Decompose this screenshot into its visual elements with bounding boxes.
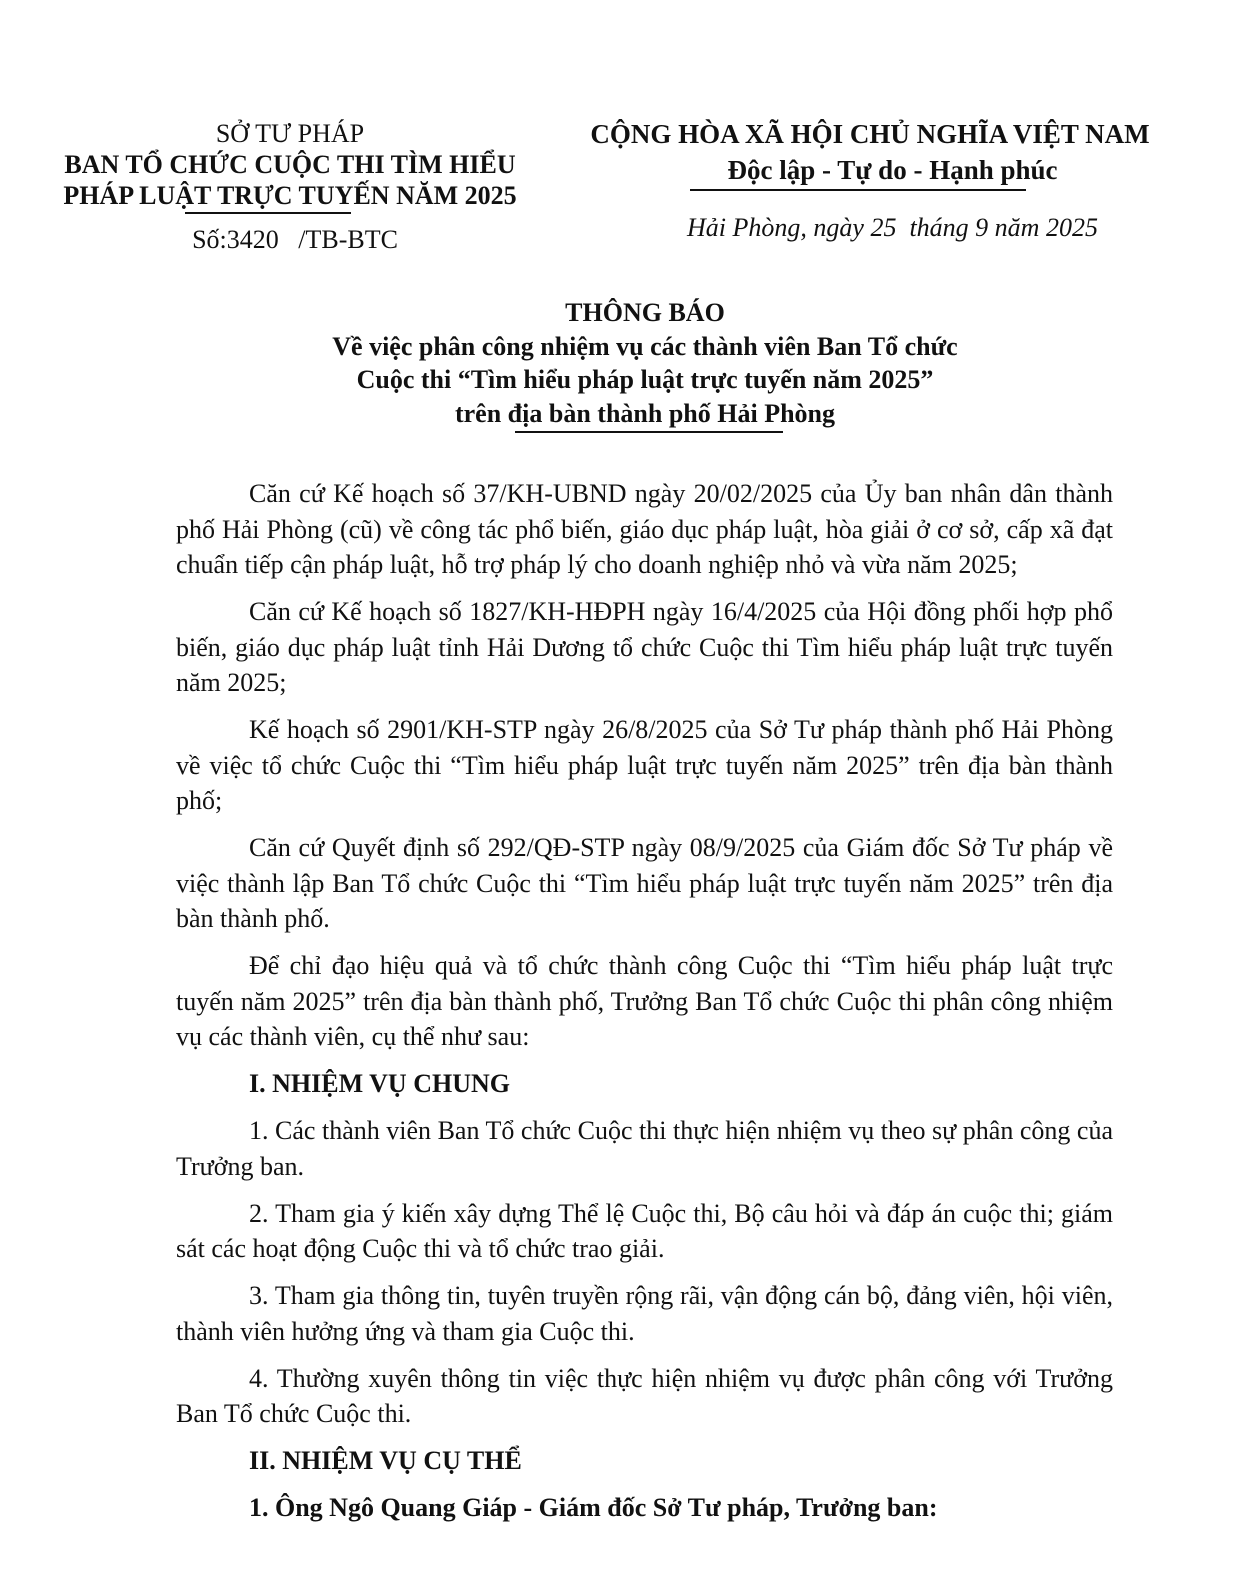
document-title [0,296,1241,430]
paragraph: Căn cứ Kế hoạch số 1827/KH-HĐPH ngày 16/4/2025 của Hội đồng phối hợp phổ biến, giáo dục pháp luật tỉnh Hải Dương tổ chức Cuộc thi Tìm hiểu pháp luật trực tuyến năm 2025; [176,597,1113,697]
organizer-line-2: PHÁP LUẬT TRỰC TUYẾN NĂM 2025 [63,181,517,210]
subsection-heading: 1. Ông Ngô Quang Giáp - Giám đốc Sở Tư pháp, Trưởng ban: [249,1493,938,1522]
divider [690,189,1026,191]
paragraph: Để chỉ đạo hiệu quả và tổ chức thành công Cuộc thi “Tìm hiểu pháp luật trực tuyến năm 2025” trên địa bàn thành phố, Trưởng Ban Tổ chức Cuộc thi phân công nhiệm vụ các thành viên, cụ thể như sau: [176,951,1113,1051]
list-item: 1. Các thành viên Ban Tổ chức Cuộc thi thực hiện nhiệm vụ theo sự phân công của Trưởng ban. [176,1116,1113,1181]
place-date: Hải Phòng, ngày 25 tháng 9 năm 2025 [687,213,1098,242]
list-item: 2. Tham gia ý kiến xây dựng Thể lệ Cuộc thi, Bộ câu hỏi và đáp án cuộc thi; giám sát các hoạt động Cuộc thi và tổ chức trao giải. [176,1198,1113,1263]
document-body [176,476,1113,1537]
issuing-agency-block [40,118,540,255]
organizer-line-1: BAN TỔ CHỨC CUỘC THI TÌM HIỂU [64,150,516,179]
title-line-2: Cuộc thi “Tìm hiểu pháp luật trực tuyến năm 2025” [356,365,934,394]
title-line-3: trên địa bàn thành phố Hải Phòng [454,398,835,428]
list-item: 4. Thường xuyên thông tin việc thực hiện nhiệm vụ được phân công với Trưởng Ban Tổ chức Cuộc thi. [176,1363,1113,1428]
nation-name: CỘNG HÒA XÃ HỘI CHỦ NGHĨA VIỆT NAM [590,119,1150,149]
divider [185,212,351,214]
section-heading: I. NHIỆM VỤ CHUNG [249,1069,510,1098]
paragraph: Căn cứ Kế hoạch số 37/KH-UBND ngày 20/02/2025 của Ủy ban nhân dân thành phố Hải Phòng (cũ) về công tác phổ biến, giáo dục pháp luật, hòa giải ở cơ sở, cấp xã đạt chuẩn tiếp cận pháp luật, hỗ trợ pháp lý cho doanh nghiệp nhỏ và vừa năm 2025; [176,479,1113,579]
paragraph: Kế hoạch số 2901/KH-STP ngày 26/8/2025 của Sở Tư pháp thành phố Hải Phòng về việc tổ chức Cuộc thi “Tìm hiểu pháp luật trực tuyến năm 2025” trên địa bàn thành phố; [176,715,1113,815]
list-item: 3. Tham gia thông tin, tuyên truyền rộng rãi, vận động cán bộ, đảng viên, hội viên, thành viên hưởng ứng và tham gia Cuộc thi. [176,1281,1113,1346]
title-line-1: Về việc phân công nhiệm vụ các thành viên Ban Tổ chức [332,331,958,361]
document-number: Số:3420 /TB-BTC [192,225,398,254]
title-type: THÔNG BÁO [565,298,725,327]
divider [515,431,783,433]
national-header-block [550,116,1190,246]
paragraph: Căn cứ Quyết định số 292/QĐ-STP ngày 08/9/2025 của Giám đốc Sở Tư pháp về việc thành lập Ban Tổ chức Cuộc thi “Tìm hiểu pháp luật trực tuyến năm 2025” trên địa bàn thành phố. [176,833,1113,933]
agency-name: SỞ TƯ PHÁP [215,119,365,148]
motto: Độc lập - Tự do - Hạnh phúc [727,155,1058,185]
section-heading: II. NHIỆM VỤ CỤ THỂ [249,1446,522,1475]
